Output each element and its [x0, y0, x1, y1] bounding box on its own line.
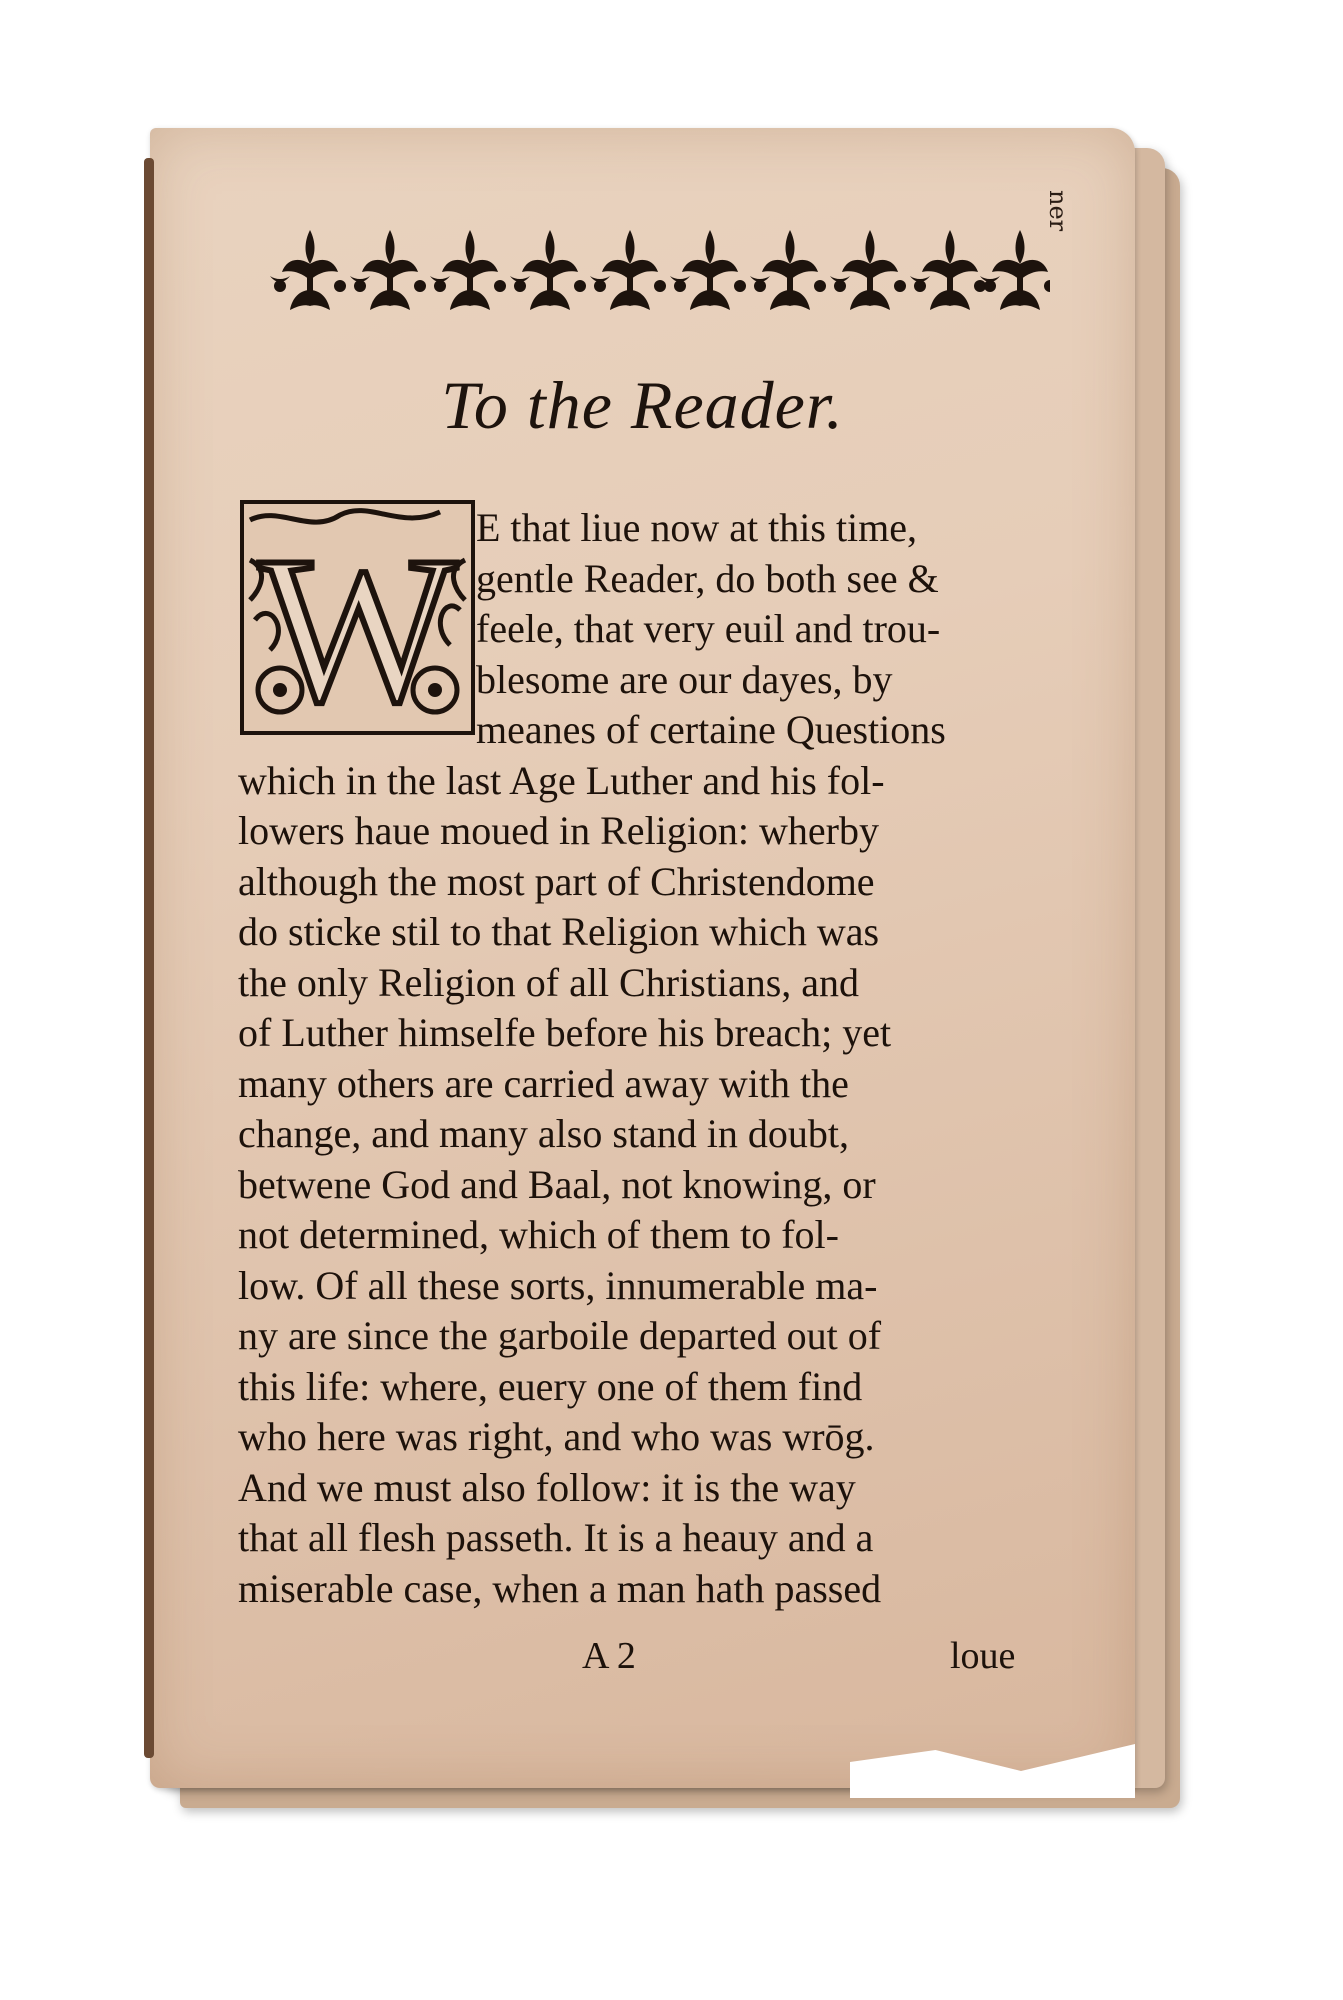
text-line: the only Religion of all Christians, and	[238, 959, 860, 1005]
text-line: E that liue now at this time,	[476, 505, 918, 550]
page-leaf	[150, 128, 1135, 1788]
text-line: do sticke stil to that Religion which was	[238, 909, 880, 954]
page-footer	[150, 1634, 1135, 1694]
text-line: blesome are our dayes, by	[476, 656, 893, 702]
text-line: who here was right, and who was wrōg.	[238, 1414, 875, 1459]
text-line: not determined, which of them to fol-	[238, 1212, 839, 1257]
catchword: loue	[950, 1635, 1016, 1677]
signature-mark: A 2	[582, 1635, 636, 1677]
text-line: gentle Reader, do both see &	[476, 555, 939, 601]
margin-signature: ner	[1044, 190, 1072, 232]
text-line: betwene God and Baal, not knowing, or	[238, 1161, 876, 1207]
page-title: To the Reader.	[441, 367, 844, 443]
text-line: which in the last Age Luther and his fol-	[238, 757, 885, 803]
text-line: meanes of certaine Questions	[476, 707, 946, 752]
text-line: lowers haue moued in Religion: wherby	[238, 808, 879, 853]
book	[150, 128, 1190, 1818]
text-line: many others are carried away with the	[238, 1060, 849, 1106]
text-line: change, and many also stand in doubt,	[238, 1111, 849, 1156]
text-line: miserable case, when a man hath passed	[238, 1565, 882, 1611]
fleuron-ornament-band	[270, 220, 1050, 320]
text-line: this life: where, euery one of them find	[238, 1363, 863, 1409]
text-line: that all flesh passeth. It is a heauy and a	[238, 1515, 874, 1560]
text-line: ny are since the garboile departed out of	[238, 1313, 882, 1358]
text-line: of Luther himselfe before his breach; yet	[238, 1010, 892, 1055]
text-line: And we must also follow: it is the way	[238, 1464, 856, 1510]
body-text	[238, 503, 1046, 1614]
text-line: although the most part of Christendome	[238, 858, 875, 904]
text-line: feele, that very euil and trou-	[476, 606, 941, 651]
text-line: low. Of all these sorts, innumerable ma-	[238, 1262, 878, 1308]
dropcap-letter: W	[258, 514, 458, 735]
